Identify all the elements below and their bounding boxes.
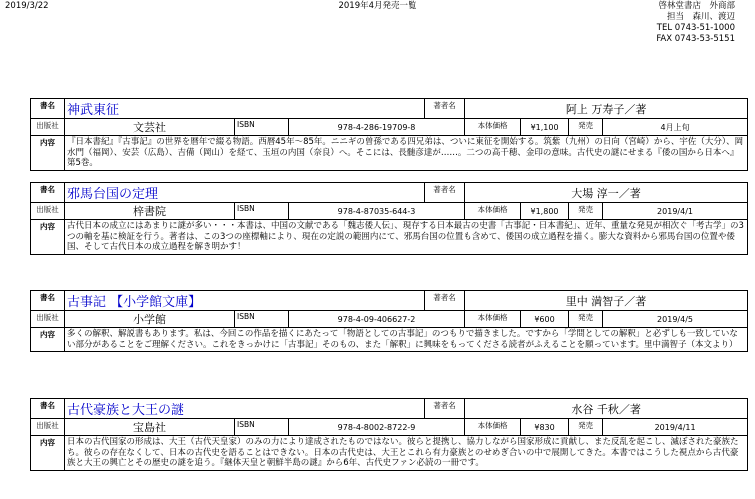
book-release: 2019/4/11 (603, 419, 748, 436)
page-title: 2019年4月発売一覧 (338, 1, 417, 11)
book-description: 『日本書紀』『古事記』の世界を暦年で綴る物語。西暦45年〜85年。ニニギの曽孫である四兄弟は、ついに東征を開始する。筑紫（九州）の日向（宮崎）から、宇佐（大分）、岡水門（福岡）、安芸（広島）、吉備（岡山）を経て、玉垣の内国（奈良）へ。そこには、長髄彦達が……。二つの高千穂、金印の意味。古代史の謎にせまる『倭の国から日本へ』第5巻。 (65, 136, 748, 171)
book-entry (30, 98, 747, 171)
book-author: 水谷 千秋／著 (465, 399, 748, 419)
isbn-label: ISBN (235, 203, 289, 220)
author-label: 著者名 (425, 183, 465, 203)
book-table (30, 98, 748, 171)
company-info (656, 1, 735, 45)
book-entry (30, 398, 747, 471)
book-isbn: 978-4-87035-644-3 (289, 203, 465, 220)
book-title: 古代豪族と大王の謎 (65, 399, 425, 419)
price-label: 本体価格 (465, 119, 521, 136)
publisher-label: 出版社 (31, 311, 65, 328)
content-label: 内容 (31, 220, 65, 255)
author-label: 著者名 (425, 99, 465, 119)
book-publisher: 小学館 (65, 311, 235, 328)
title-label: 書名 (31, 399, 65, 419)
book-publisher: 宝島社 (65, 419, 235, 436)
author-label: 著者名 (425, 399, 465, 419)
book-isbn: 978-4-09-406627-2 (289, 311, 465, 328)
book-entry (30, 182, 747, 255)
tel-number: TEL 0743-51-1000 (656, 23, 735, 33)
book-entry (30, 290, 747, 352)
book-table (30, 290, 748, 352)
book-table (30, 398, 748, 471)
release-label: 発売 (569, 419, 603, 436)
book-publisher: 梓書院 (65, 203, 235, 220)
book-description: 古代日本の成立にはあまりに謎が多い・・・本書は、中国の文献である「魏志倭人伝」、現存する日本最古の史書「古事記・日本書紀」、近年、重量な発見が相次ぐ「考古学」の3つの軸を基に検証を行う。著者は、この3つの座標軸により、現在の定説の範囲内にて、邪馬台国の位置も含めて、倭国の成立過程を描く。膨大な資料から邪馬台国の位置や倭国、そして古代日本の成立過程を解き明かす！ (65, 220, 748, 255)
book-release: 2019/4/1 (603, 203, 748, 220)
book-price: ¥1,100 (521, 119, 569, 136)
price-label: 本体価格 (465, 419, 521, 436)
author-label: 著者名 (425, 291, 465, 311)
release-label: 発売 (569, 203, 603, 220)
isbn-label: ISBN (235, 419, 289, 436)
content-label: 内容 (31, 136, 65, 171)
book-author: 阿上 万寿子／著 (465, 99, 748, 119)
book-title: 古事記 【小学館文庫】 (65, 291, 425, 311)
company-name: 啓林堂書店 外商部 (658, 1, 735, 11)
book-author: 里中 満智子／著 (465, 291, 748, 311)
book-release: 2019/4/5 (603, 311, 748, 328)
book-price: ¥1,800 (521, 203, 569, 220)
title-label: 書名 (31, 99, 65, 119)
book-author: 大場 淳一／著 (465, 183, 748, 203)
book-price: ¥830 (521, 419, 569, 436)
book-publisher: 文芸社 (65, 119, 235, 136)
publisher-label: 出版社 (31, 119, 65, 136)
publisher-label: 出版社 (31, 419, 65, 436)
book-release: 4月上旬 (603, 119, 748, 136)
release-label: 発売 (569, 311, 603, 328)
title-label: 書名 (31, 183, 65, 203)
book-description: 日本の古代国家の形成は、大王（古代天皇家）のみの力により達成されたものではない。彼らと提携し、協力しながら国家形成に貢献し、また反乱を起こし、滅ぼされた豪族たち。彼らの存在なくして、日本の古代史を語ることはできない。日本の古代史は、大王とこれら有力豪族とのせめぎ合いの中で展開してきた。本書ではこうした視点から古代豪族と大王の興亡とその歴史の謎を追う。『継体天皇と朝鮮半島の謎』から6年、古代史ファン必読の一冊です。 (65, 436, 748, 471)
contact-person: 担当 森川、渡辺 (666, 12, 735, 22)
book-title: 邪馬台国の定理 (65, 183, 425, 203)
title-label: 書名 (31, 291, 65, 311)
publisher-label: 出版社 (31, 203, 65, 220)
content-label: 内容 (31, 328, 65, 352)
price-label: 本体価格 (465, 203, 521, 220)
isbn-label: ISBN (235, 119, 289, 136)
isbn-label: ISBN (235, 311, 289, 328)
content-label: 内容 (31, 436, 65, 471)
book-table (30, 182, 748, 255)
list-date: 2019/3/22 (5, 1, 49, 11)
book-isbn: 978-4-286-19709-8 (289, 119, 465, 136)
book-title: 神武東征 (65, 99, 425, 119)
fax-number: FAX 0743-53-5151 (656, 34, 735, 44)
book-description: 多くの解釈、解説書もあります。私は、今回この作品を描くにあたって「物語としての古事記」のつもりで描きました。ですから「学問としての解釈」と必ずしも一致していない部分があることをご理解ください。これをきっかけに「古事記」そのもの、また「解釈」に興味をもってくださる読者がふえることを願っています。里中満智子（本文より） (65, 328, 748, 352)
book-price: ¥600 (521, 311, 569, 328)
price-label: 本体価格 (465, 311, 521, 328)
book-isbn: 978-4-8002-8722-9 (289, 419, 465, 436)
release-label: 発売 (569, 119, 603, 136)
